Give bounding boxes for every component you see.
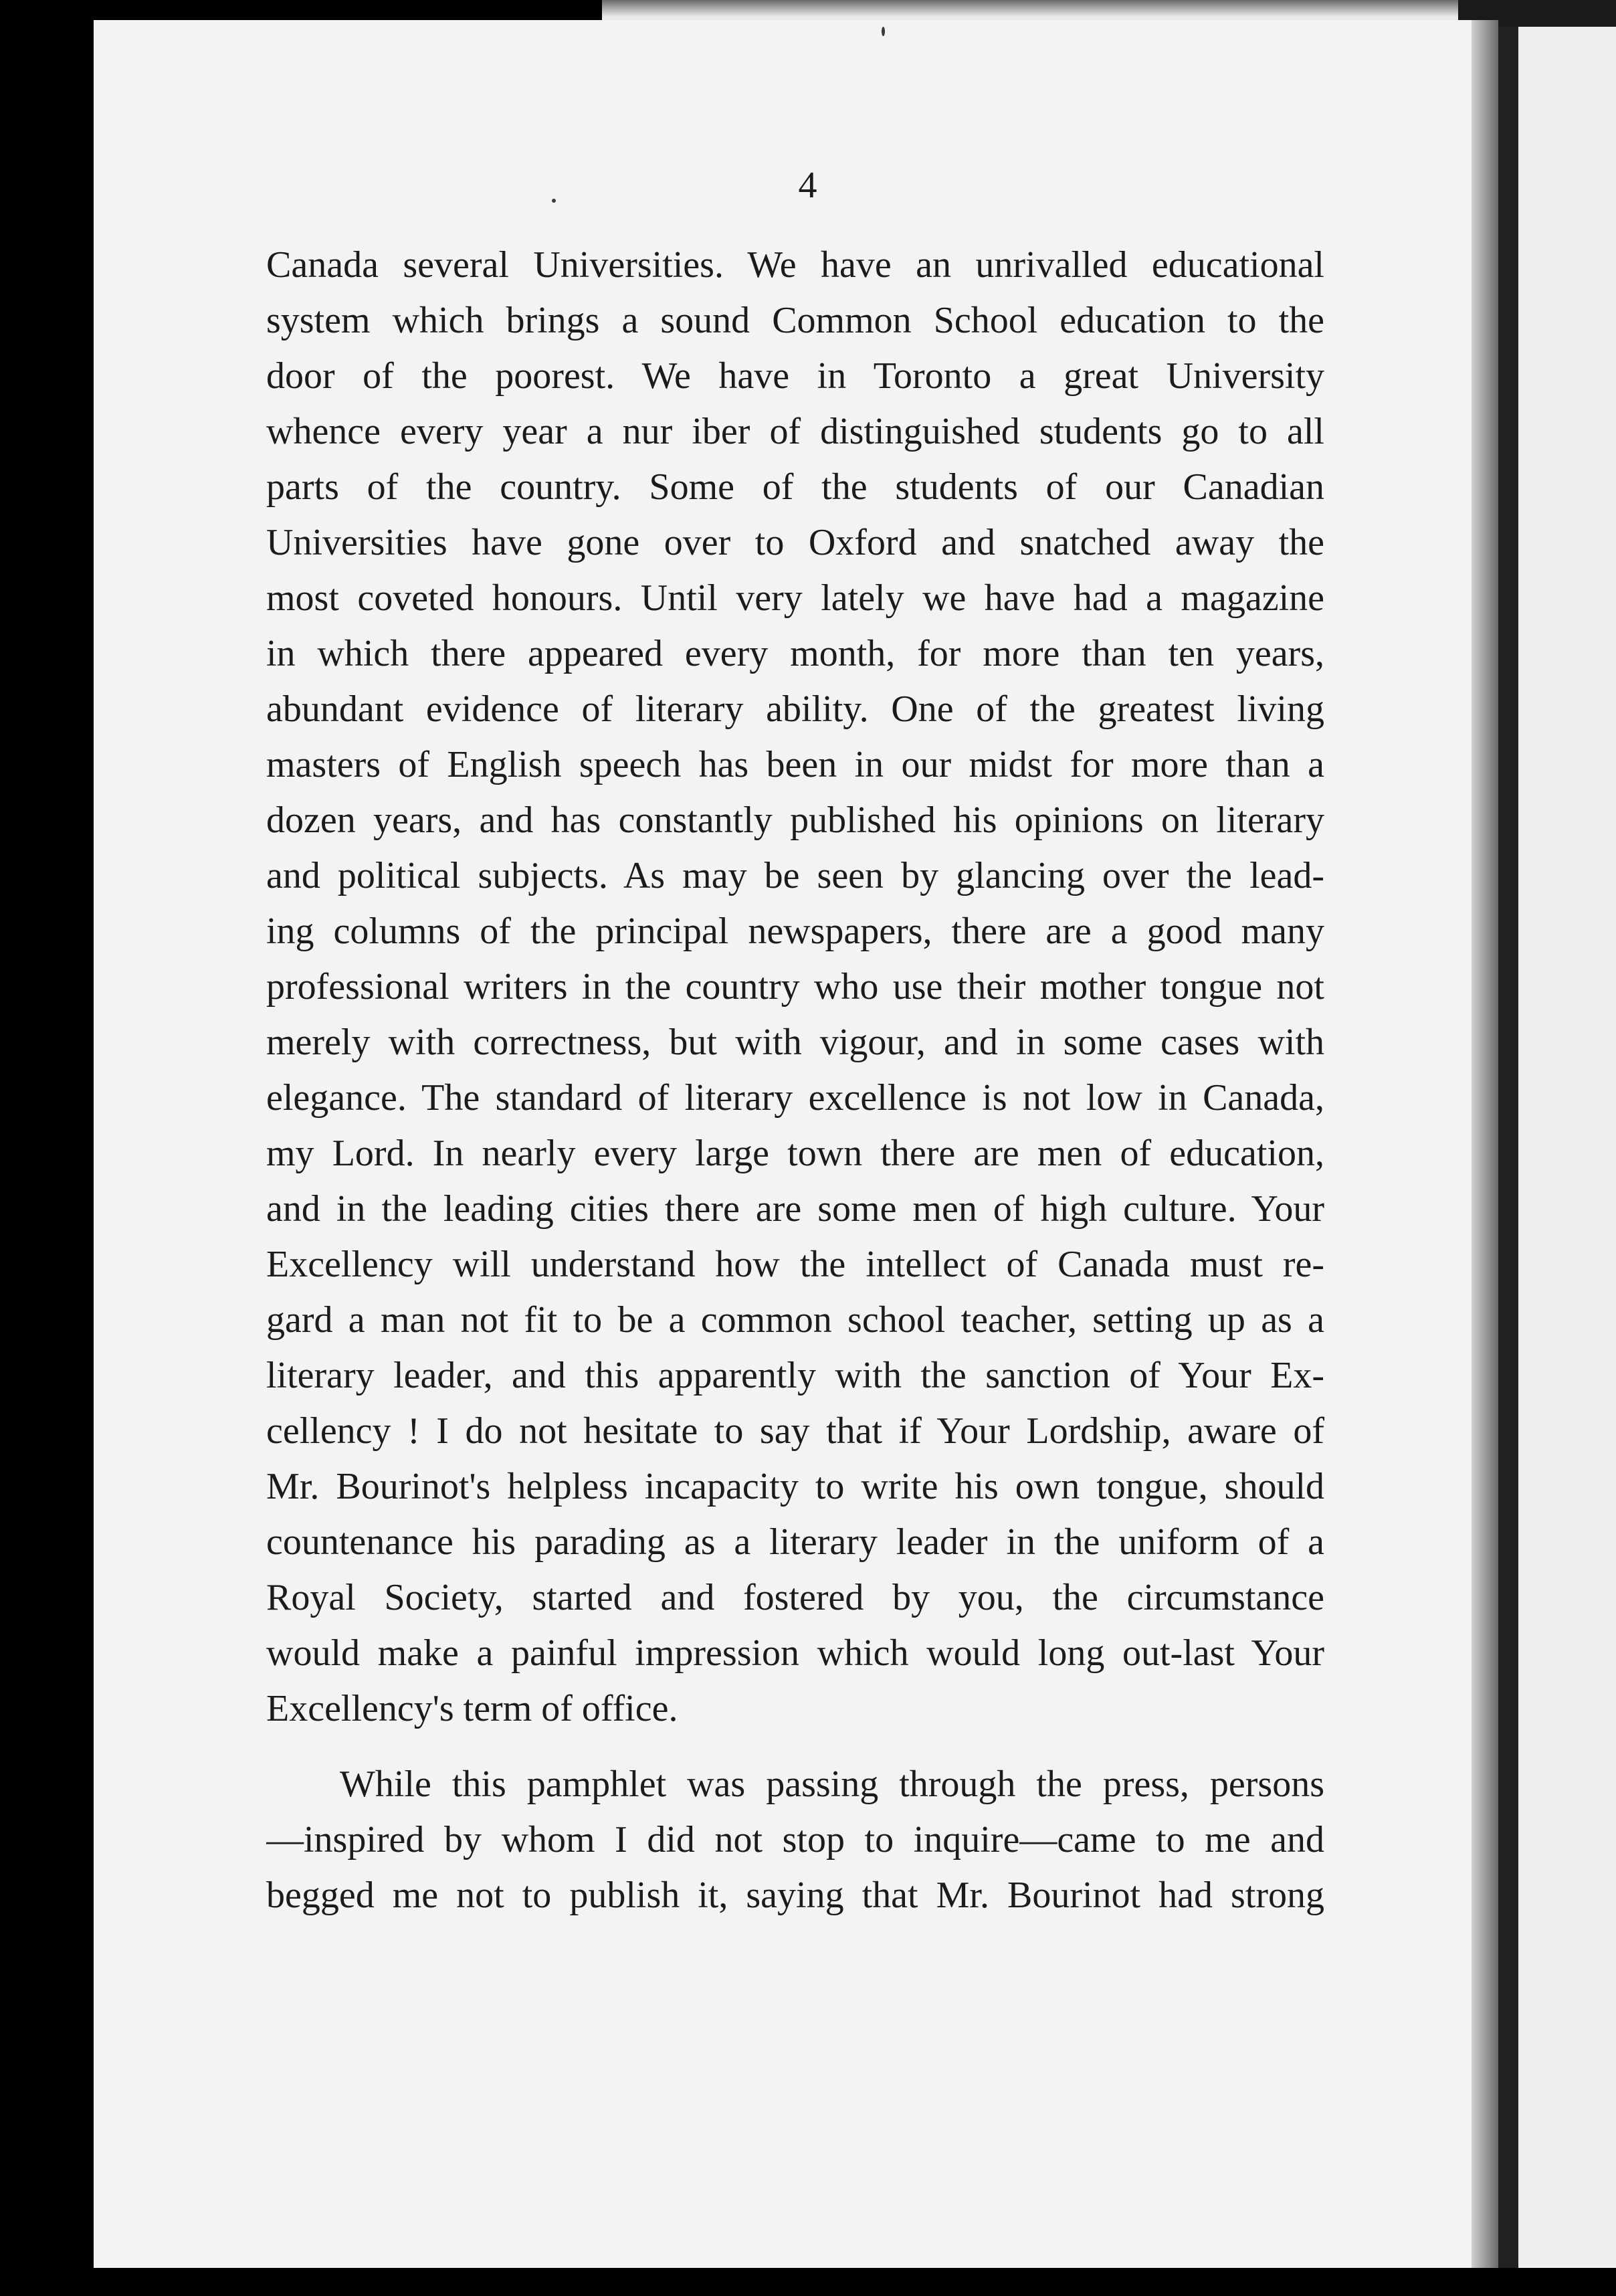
text-line: While this pamphlet was passing through the press, persons [340, 1763, 1324, 1805]
page-number: 4 [798, 165, 818, 206]
text-line: —inspired by whom I did not stop to inquire—came to me and [266, 1819, 1324, 1860]
text-line: system which brings a sound Common School education to the [266, 300, 1324, 341]
text-line: gard a man not fit to be a common school teacher, setting up as a [266, 1299, 1324, 1341]
page-gutter-shadow [1472, 20, 1498, 2268]
text-line: parts of the country. Some of the students of our Canadian [266, 466, 1324, 508]
text-line: and in the leading cities there are some men of high culture. Your [266, 1188, 1324, 1230]
text-line: and political subjects. As may be seen by glancing over the lead- [266, 855, 1324, 896]
text-line: countenance his parading as a literary leader in the uniform of a [266, 1521, 1324, 1563]
text-line: abundant evidence of literary ability. One of the greatest living [266, 688, 1324, 730]
text-line: my Lord. In nearly every large town there are men of education, [266, 1133, 1324, 1174]
text-line: most coveted honours. Until very lately we have had a magazine [266, 577, 1324, 619]
text-line: merely with correctness, but with vigour, and in some cases with [266, 1022, 1324, 1063]
paragraph-gap [266, 1737, 1324, 1757]
text-line: begged me not to publish it, saying that Mr. Bourinot had strong [266, 1875, 1324, 1916]
text-line: Excellency's term of office. [266, 1688, 678, 1729]
scan-speck [882, 27, 885, 36]
text-line: literary leader, and this apparently with the sanction of Your Ex- [266, 1355, 1324, 1396]
text-line: door of the poorest. We have in Toronto a great University [266, 355, 1324, 397]
text-line: masters of English speech has been in our midst for more than a [266, 744, 1324, 785]
text-line: elegance. The standard of literary excellence is not low in Canada, [266, 1077, 1324, 1119]
text-line: cellency ! I do not hesitate to say that if Your Lordship, aware of [266, 1410, 1324, 1452]
text-line: in which there appeared every month, for more than ten years, [266, 633, 1324, 674]
text-line: would make a painful impression which would long out-last Your [266, 1632, 1324, 1674]
text-line: Universities have gone over to Oxford and snatched away the [266, 522, 1324, 563]
body-text [266, 237, 1324, 1923]
paragraph [266, 1757, 1324, 1923]
text-line: dozen years, and has constantly published his opinions on literary [266, 799, 1324, 841]
text-line: whence every year a nur iber of distinguished students go to all [266, 411, 1324, 452]
text-line: Excellency will understand how the intellect of Canada must re- [266, 1244, 1324, 1285]
text-line: Mr. Bourinot's helpless incapacity to write his own tongue, should [266, 1466, 1324, 1507]
next-page-edge [1518, 27, 1616, 2268]
text-line: Royal Society, started and fostered by you, the circumstance [266, 1577, 1324, 1618]
next-page-shadow [1498, 27, 1518, 2268]
text-line: Canada several Universities. We have an unrivalled educational [266, 244, 1324, 286]
text-line: professional writers in the country who use their mother tongue not [266, 966, 1324, 1008]
text-line: ing columns of the principal newspapers, there are a good many [266, 911, 1324, 952]
paragraph [266, 237, 1324, 1737]
